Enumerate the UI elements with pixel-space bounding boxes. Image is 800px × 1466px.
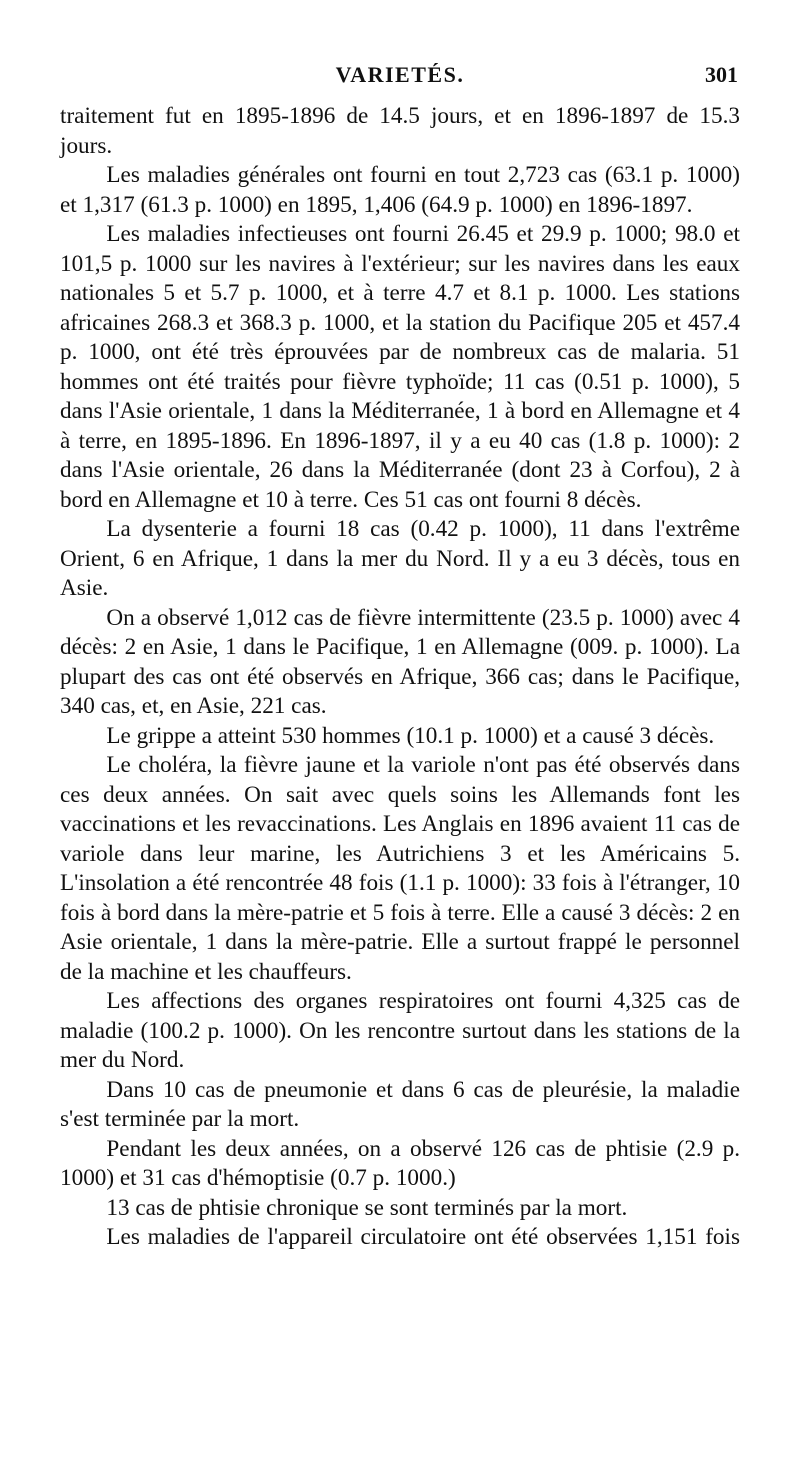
paragraph: La dysenterie a fourni 18 cas (0.42 p. 1000), 11 dans l'extrême Orient, 6 en Afrique, 1 dans la mer du Nord. Il y a eu 3 décès, tous en Asie. bbox=[60, 516, 740, 601]
paragraph: Pendant les deux années, on a observé 126 cas de phtisie (2.9 p. 1000) et 31 cas d'hémoptisie (0.7 p. 1000.) bbox=[60, 1135, 740, 1191]
paragraph: Les maladies infectieuses ont fourni 26.45 et 29.9 p. 1000; 98.0 et 101,5 p. 1000 sur les navires à l'extérieur; sur les navires dans les eaux nationales 5 et 5.7 p. 1000, et à terre 4.7 et 8.1 p. 1000. Les stations africaines 268.3 et 368.3 p. 1000, et la station du Pacifique 205 et 457.4 p. 1000, ont été très éprouvées par de nombreux cas de malaria. 51 hommes ont été traités pour fièvre typhoïde; 11 cas (0.51 p. 1000), 5 dans l'Asie orientale, 1 dans la Méditerranée, 1 à bord en Allemagne et 4 à terre, en 1895-1896. En 1896-1897, il y a eu 40 cas (1.8 p. 1000): 2 dans l'Asie orientale, 26 dans la Méditerranée (dont 23 à Corfou), 2 à bord en Allemagne et 10 à terre. Ces 51 cas ont fourni 8 décès. bbox=[60, 221, 740, 513]
paragraph: Le choléra, la fièvre jaune et la variole n'ont pas été observés dans ces deux années. On sait avec quels soins les Allemands font les vaccinations et les revaccinations. Les Anglais en 1896 avaient 11 cas de variole dans leur marine, les Autrichiens 3 et les Américains 5. L'insolation a été rencontrée 48 fois (1.1 p. 1000): 33 fois à l'étranger, 10 fois à bord dans la mère-patrie et 5 fois à terre. Elle a causé 3 décès: 2 en Asie orientale, 1 dans la mère-patrie. Elle a surtout frappé le personnel de la machine et les chauffeurs. bbox=[60, 752, 740, 985]
body-text bbox=[60, 102, 740, 1253]
running-title: VARIETÉS. bbox=[335, 62, 465, 87]
paragraph: Le grippe a atteint 530 hommes (10.1 p. 1000) et a causé 3 décès. bbox=[106, 722, 715, 749]
paragraph: traitement fut en 1895-1896 de 14.5 jours, et en 1896-1897 de 15.3 jours. bbox=[60, 103, 740, 159]
page-header bbox=[62, 58, 738, 92]
paragraph: 13 cas de phtisie chronique se sont terminés par la mort. bbox=[106, 1194, 628, 1221]
page-number: 301 bbox=[705, 62, 738, 87]
paragraph: Les maladies générales ont fourni en tout 2,723 cas (63.1 p. 1000) et 1,317 (61.3 p. 1000) en 1895, 1,406 (64.9 p. 1000) en 1896-1897. bbox=[60, 162, 740, 218]
paragraph: Les affections des organes respiratoires ont fourni 4,325 cas de maladie (100.2 p. 1000). On les rencontre surtout dans les stations de la mer du Nord. bbox=[60, 988, 740, 1073]
paragraph: Les maladies de l'appareil circulatoire ont été observées 1,151 fois bbox=[106, 1224, 740, 1250]
paragraph: Dans 10 cas de pneumonie et dans 6 cas de pleurésie, la maladie s'est terminée par la mort. bbox=[60, 1076, 740, 1132]
paragraph: On a observé 1,012 cas de fièvre intermittente (23.5 p. 1000) avec 4 décès: 2 en Asie, 1 dans le Pacifique, 1 en Allemagne (009. p. 1000). La plupart des cas ont été observés en Afrique, 366 cas; dans le Pacifique, 340 cas, et, en Asie, 221 cas. bbox=[60, 604, 740, 719]
